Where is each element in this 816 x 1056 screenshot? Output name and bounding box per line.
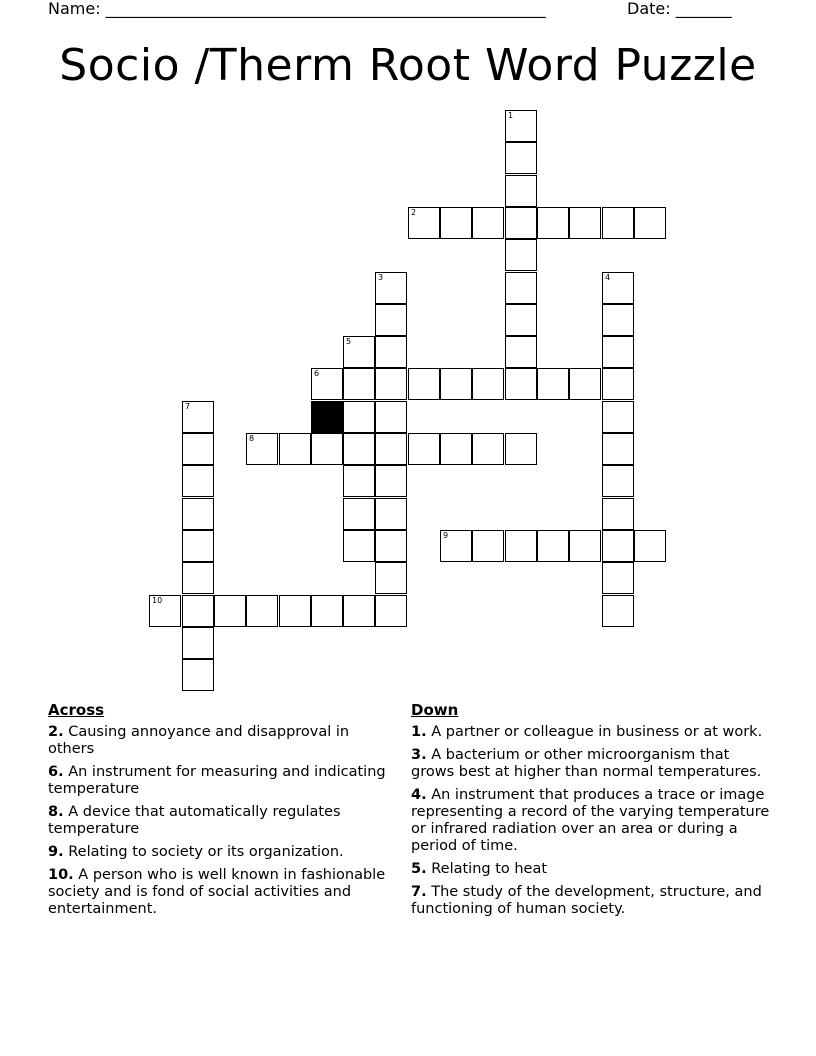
grid-cell[interactable] <box>182 659 214 691</box>
down-clues <box>411 702 776 924</box>
grid-cell[interactable] <box>537 368 569 400</box>
grid-cell[interactable] <box>182 401 214 433</box>
clue-down-1: 1. A partner or colleague in business or at work. <box>411 724 763 740</box>
grid-cell[interactable] <box>375 498 407 530</box>
clue-across-2: 2. Causing annoyance and disapproval in others <box>48 724 350 757</box>
grid-cell[interactable] <box>343 336 375 368</box>
grid-cell[interactable] <box>505 175 537 207</box>
grid-cell[interactable] <box>602 368 634 400</box>
grid-cell[interactable] <box>602 272 634 304</box>
grid-cell[interactable] <box>440 530 472 562</box>
grid-cell[interactable] <box>569 368 601 400</box>
grid-cell[interactable] <box>343 401 375 433</box>
clue-down-5: 5. Relating to heat <box>411 861 548 877</box>
grid-cell[interactable] <box>472 530 504 562</box>
grid-cell[interactable] <box>602 465 634 497</box>
grid-cell[interactable] <box>634 207 666 239</box>
clue-across-8: 8. A device that automatically regulates temperature <box>48 804 341 837</box>
grid-cell[interactable] <box>375 562 407 594</box>
clue-number: 5 <box>346 337 352 346</box>
grid-cell[interactable] <box>537 530 569 562</box>
grid-cell[interactable] <box>505 142 537 174</box>
grid-cell[interactable] <box>569 207 601 239</box>
grid-cell[interactable] <box>343 368 375 400</box>
grid-cell[interactable] <box>375 595 407 627</box>
puzzle-title: Socio /Therm Root Word Puzzle <box>59 40 757 91</box>
clue-number: 7 <box>185 402 191 411</box>
grid-cell[interactable] <box>569 530 601 562</box>
grid-cell[interactable] <box>149 595 181 627</box>
grid-cell[interactable] <box>375 433 407 465</box>
grid-cell[interactable] <box>440 433 472 465</box>
grid-cell[interactable] <box>375 304 407 336</box>
grid-cell[interactable] <box>311 433 343 465</box>
grid-cell[interactable] <box>505 336 537 368</box>
clue-number: 1 <box>508 111 514 120</box>
grid-cell[interactable] <box>246 595 278 627</box>
grid-cell[interactable] <box>182 595 214 627</box>
grid-cell[interactable] <box>375 272 407 304</box>
grid-cell[interactable] <box>182 433 214 465</box>
grid-cell[interactable] <box>182 627 214 659</box>
grid-cell[interactable] <box>602 207 634 239</box>
grid-cell[interactable] <box>602 433 634 465</box>
grid-cell[interactable] <box>246 433 278 465</box>
clue-down-3: 3. A bacterium or other microorganism that grows best at higher than normal temperatures. <box>411 747 762 780</box>
grid-cell[interactable] <box>505 304 537 336</box>
grid-cell[interactable] <box>505 368 537 400</box>
grid-cell[interactable] <box>375 336 407 368</box>
grid-cell[interactable] <box>602 595 634 627</box>
grid-cell[interactable] <box>602 336 634 368</box>
date-label: Date: <box>627 0 671 18</box>
clue-number: 3 <box>378 273 384 282</box>
clue-number: 6 <box>314 369 320 378</box>
grid-cell[interactable] <box>472 433 504 465</box>
down-heading: Down <box>411 701 459 719</box>
across-heading: Across <box>48 701 105 719</box>
grid-cell[interactable] <box>634 530 666 562</box>
grid-cell[interactable] <box>505 272 537 304</box>
clue-number: 10 <box>152 596 163 605</box>
grid-cell[interactable] <box>182 465 214 497</box>
grid-cell[interactable] <box>311 368 343 400</box>
clue-across-9: 9. Relating to society or its organization. <box>48 844 344 860</box>
grid-cell[interactable] <box>505 239 537 271</box>
grid-cell[interactable] <box>182 498 214 530</box>
grid-cell[interactable] <box>182 562 214 594</box>
grid-cell[interactable] <box>343 530 375 562</box>
grid-cell[interactable] <box>537 207 569 239</box>
grid-cell[interactable] <box>375 368 407 400</box>
grid-cell[interactable] <box>375 465 407 497</box>
grid-cell[interactable] <box>602 401 634 433</box>
grid-cell[interactable] <box>440 207 472 239</box>
black-square <box>311 401 343 433</box>
grid-cell[interactable] <box>375 530 407 562</box>
clue-number: 8 <box>249 434 255 443</box>
grid-cell[interactable] <box>602 498 634 530</box>
grid-cell[interactable] <box>602 562 634 594</box>
grid-cell[interactable] <box>343 465 375 497</box>
grid-cell[interactable] <box>602 304 634 336</box>
clue-down-4: 4. An instrument that produces a trace or image representing a record of the varying temperature or infrared radiation over an area or during a period of time. <box>411 787 770 854</box>
clue-number: 4 <box>605 273 611 282</box>
grid-cell[interactable] <box>343 433 375 465</box>
grid-cell[interactable] <box>408 433 440 465</box>
date-blank[interactable]: _______ <box>675 0 732 18</box>
grid-cell[interactable] <box>311 595 343 627</box>
grid-cell[interactable] <box>343 498 375 530</box>
grid-cell[interactable] <box>505 207 537 239</box>
clue-across-6: 6. An instrument for measuring and indicating temperature <box>48 764 386 797</box>
name-blank[interactable]: _______________________________________________________ <box>105 0 546 18</box>
name-label: Name: <box>48 0 101 18</box>
clue-number: 9 <box>443 531 449 540</box>
clue-down-7: 7. The study of the development, structure, and functioning of human society. <box>411 884 762 917</box>
grid-cell[interactable] <box>408 207 440 239</box>
grid-cell[interactable] <box>279 595 311 627</box>
grid-cell[interactable] <box>472 368 504 400</box>
grid-cell[interactable] <box>505 530 537 562</box>
grid-cell[interactable] <box>440 368 472 400</box>
grid-cell[interactable] <box>505 433 537 465</box>
grid-cell[interactable] <box>375 401 407 433</box>
across-clues <box>48 702 388 924</box>
clue-across-10: 10. A person who is well known in fashionable society and is fond of social activities and entertainment. <box>48 867 386 917</box>
grid-cell[interactable] <box>472 207 504 239</box>
grid-cell[interactable] <box>408 368 440 400</box>
grid-cell[interactable] <box>602 530 634 562</box>
grid-cell[interactable] <box>505 110 537 142</box>
grid-cell[interactable] <box>343 595 375 627</box>
grid-cell[interactable] <box>279 433 311 465</box>
clue-number: 2 <box>411 208 417 217</box>
grid-cell[interactable] <box>214 595 246 627</box>
grid-cell[interactable] <box>182 530 214 562</box>
